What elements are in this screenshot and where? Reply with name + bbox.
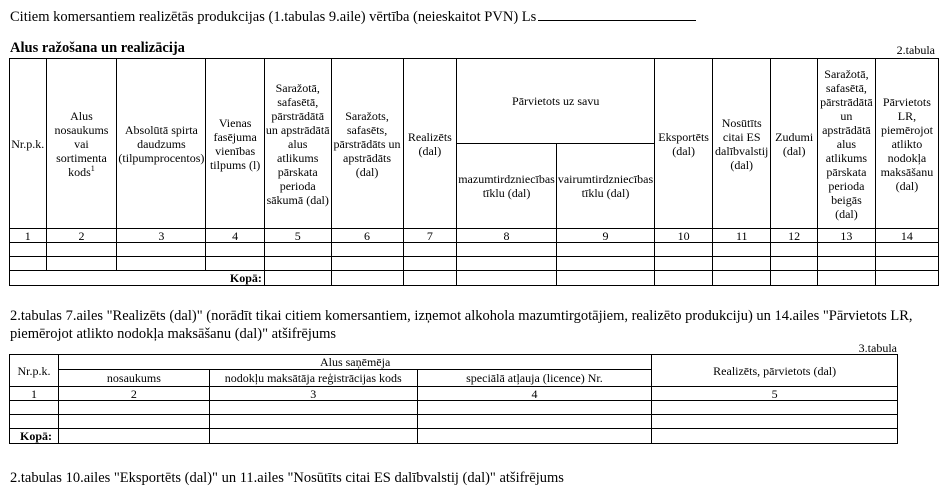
t2-header-sold: Realizēts (dal) xyxy=(403,59,457,229)
t2-header-exported: Eksportēts (dal) xyxy=(655,59,713,229)
table-cell[interactable] xyxy=(58,429,209,444)
t2-header-name-text: Alus nosaukums vai sortimenta kods xyxy=(54,108,109,179)
table-cell[interactable] xyxy=(417,429,652,444)
table-cell[interactable] xyxy=(264,271,331,286)
table-cell[interactable] xyxy=(875,257,938,271)
t3-total-row xyxy=(10,429,898,444)
col-number: 4 xyxy=(417,387,652,401)
table-row xyxy=(10,415,898,429)
table-cell[interactable] xyxy=(655,243,713,257)
t3-header-license: speciālā atļauja (licence) Nr. xyxy=(417,370,652,387)
col-number: 14 xyxy=(875,229,938,243)
table-cell[interactable] xyxy=(58,415,209,429)
table-cell[interactable] xyxy=(817,243,875,257)
table-cell[interactable] xyxy=(10,401,59,415)
table-cell[interactable] xyxy=(556,257,654,271)
header-line-text: Citiem komersantiem realizētās produkcijas (1.tabulas 9.aile) vērtība (neieskaitot PVN) Ls xyxy=(10,9,537,25)
col-number: 3 xyxy=(209,387,417,401)
t2-header-losses: Zudumi (dal) xyxy=(771,59,818,229)
table-cell[interactable] xyxy=(817,271,875,286)
col-number: 10 xyxy=(655,229,713,243)
table3 xyxy=(9,354,898,444)
t2-header-name xyxy=(46,59,117,229)
t3-column-numbers xyxy=(10,387,898,401)
col-number: 5 xyxy=(264,229,331,243)
t2-header-moved-group: Pārvietots uz savu xyxy=(457,59,655,144)
table-cell[interactable] xyxy=(403,257,457,271)
t2-header-nr: Nr.p.k. xyxy=(10,59,47,229)
t2-column-numbers xyxy=(10,229,939,243)
t2-header-spirit: Absolūtā spirta daudzums (tilpumprocentos) xyxy=(117,59,206,229)
table-cell[interactable] xyxy=(713,271,771,286)
table-cell[interactable] xyxy=(556,243,654,257)
col-number: 4 xyxy=(206,229,265,243)
t3-total-label: Kopā: xyxy=(10,429,59,444)
table-cell[interactable] xyxy=(771,243,818,257)
t2-header-wholesale: vairumtirdzniecības tīklu (dal) xyxy=(556,144,654,229)
t3-header-sold: Realizēts, pārvietots (dal) xyxy=(652,355,898,387)
t2-header-start-balance: Saražotā, safasētā, pārstrādātā un apstrādātā alus atlikums pārskata perioda sākumā (dal) xyxy=(264,59,331,229)
value-blank-field[interactable] xyxy=(538,6,696,21)
table-row xyxy=(10,257,939,271)
t2-total-label: Kopā: xyxy=(10,271,265,286)
table-cell[interactable] xyxy=(652,429,898,444)
table-cell[interactable] xyxy=(417,415,652,429)
table-cell[interactable] xyxy=(209,401,417,415)
t2-header-produced: Saražots, safasēts, pārstrādāts un apstrādāts (dal) xyxy=(331,59,403,229)
table3-number: 3.tabula xyxy=(858,341,897,355)
table-cell[interactable] xyxy=(331,271,403,286)
table3-caption: 2.tabulas 7.ailes "Realizēts (dal)" (norādīt tikai citiem komersantiem, izņemot alkohola mazumtirgotājiem, realizēto produkciju) un 14.ailes "Pārvietots LR, piemērojot atlikto nodokļa maksāšanu (dal)" atšifrējums xyxy=(10,308,913,342)
table-cell[interactable] xyxy=(457,271,557,286)
table-cell[interactable] xyxy=(206,257,265,271)
table-cell[interactable] xyxy=(206,243,265,257)
t2-total-row xyxy=(10,271,939,286)
table-cell[interactable] xyxy=(10,415,59,429)
t3-header-name: nosaukums xyxy=(58,370,209,387)
table-cell[interactable] xyxy=(46,243,117,257)
col-number: 7 xyxy=(403,229,457,243)
table-cell[interactable] xyxy=(652,415,898,429)
table2-title: Alus ražošana un realizācija xyxy=(10,40,185,56)
table-cell[interactable] xyxy=(10,243,47,257)
table-cell[interactable] xyxy=(713,257,771,271)
table-cell[interactable] xyxy=(331,243,403,257)
col-number: 1 xyxy=(10,387,59,401)
col-number: 11 xyxy=(713,229,771,243)
table2-number: 2.tabula xyxy=(896,43,935,57)
t3-header-taxcode: nodokļu maksātāja reģistrācijas kods xyxy=(209,370,417,387)
table-cell[interactable] xyxy=(46,257,117,271)
table-cell[interactable] xyxy=(209,415,417,429)
table4-caption: 2.tabulas 10.ailes "Eksportēts (dal)" un 11.ailes "Nosūtīts citai ES dalībvalstij (dal)" atšifrējums xyxy=(10,470,564,486)
table-cell[interactable] xyxy=(457,243,557,257)
table-cell[interactable] xyxy=(117,257,206,271)
table-cell[interactable] xyxy=(713,243,771,257)
table-cell[interactable] xyxy=(264,243,331,257)
table-cell[interactable] xyxy=(403,243,457,257)
col-number: 6 xyxy=(331,229,403,243)
t3-header-nr: Nr.p.k. xyxy=(10,355,59,387)
table-row xyxy=(10,401,898,415)
col-number: 8 xyxy=(457,229,557,243)
table-cell[interactable] xyxy=(652,401,898,415)
table-cell[interactable] xyxy=(417,401,652,415)
table-cell[interactable] xyxy=(117,243,206,257)
t2-header-eu: Nosūtīts citai ES dalībvalstij (dal) xyxy=(713,59,771,229)
t2-header-volume: Vienas fasējuma vienības tilpums (l) xyxy=(206,59,265,229)
table-cell[interactable] xyxy=(817,257,875,271)
col-number: 2 xyxy=(46,229,117,243)
col-number: 12 xyxy=(771,229,818,243)
header-line xyxy=(10,6,696,26)
col-number: 1 xyxy=(10,229,47,243)
col-number: 2 xyxy=(58,387,209,401)
table-cell[interactable] xyxy=(331,257,403,271)
col-number: 5 xyxy=(652,387,898,401)
table-cell[interactable] xyxy=(771,271,818,286)
col-number: 9 xyxy=(556,229,654,243)
table-cell[interactable] xyxy=(403,271,457,286)
t3-header-group: Alus saņēmēja xyxy=(58,355,651,370)
table-cell[interactable] xyxy=(875,271,938,286)
t2-header-deferred: Pārvietots LR, piemērojot atlikto nodokļa maksāšanu (dal) xyxy=(875,59,938,229)
table-cell[interactable] xyxy=(556,271,654,286)
col-number: 3 xyxy=(117,229,206,243)
table-cell[interactable] xyxy=(58,401,209,415)
table-cell[interactable] xyxy=(457,257,557,271)
table-cell[interactable] xyxy=(655,257,713,271)
table-cell[interactable] xyxy=(10,257,47,271)
t2-header-end-balance: Saražotā, safasētā, pārstrādātā un apstrādātā alus atlikums pārskata perioda beigās (dal) xyxy=(817,59,875,229)
table-cell[interactable] xyxy=(771,257,818,271)
table-row xyxy=(10,243,939,257)
col-number: 13 xyxy=(817,229,875,243)
footnote-marker: 1 xyxy=(90,163,95,173)
table-cell[interactable] xyxy=(209,429,417,444)
table2 xyxy=(9,58,939,286)
table-cell[interactable] xyxy=(264,257,331,271)
table-cell[interactable] xyxy=(655,271,713,286)
t2-header-retail: mazumtirdzniecības tīklu (dal) xyxy=(457,144,557,229)
table-cell[interactable] xyxy=(875,243,938,257)
